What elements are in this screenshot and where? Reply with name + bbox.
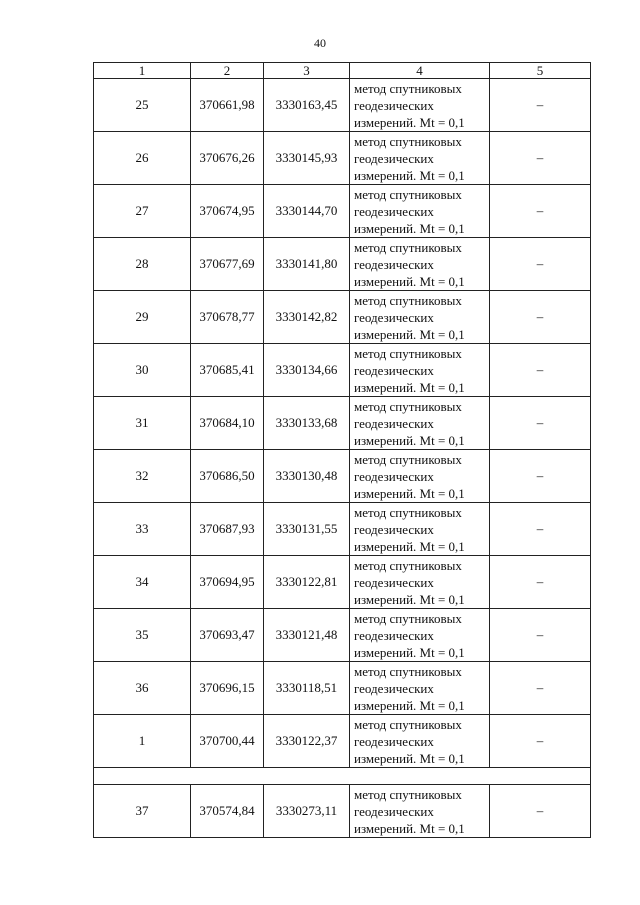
dash-mark: –	[536, 468, 544, 483]
method-text-line: геодезических	[354, 803, 434, 819]
method-text-line: метод спутниковых	[354, 239, 462, 255]
table-row	[94, 785, 591, 838]
point-number-cell: 34	[94, 556, 191, 609]
point-number-cell: 27	[94, 185, 191, 238]
method-text-line: метод спутниковых	[354, 451, 462, 467]
method-text-line: геодезических	[354, 627, 434, 643]
y-coordinate-cell: 3330122,37	[264, 715, 350, 768]
y-coordinate-cell: 3330144,70	[264, 185, 350, 238]
method-text-line: измерений. Mt = 0,1	[354, 697, 465, 713]
method-text-line: измерений. Mt = 0,1	[354, 591, 465, 607]
column-header: 4	[350, 63, 490, 79]
method-text-line: геодезических	[354, 680, 434, 696]
method-text-line: геодезических	[354, 203, 434, 219]
y-coordinate-cell: 3330133,68	[264, 397, 350, 450]
y-coordinate-cell: 3330122,81	[264, 556, 350, 609]
table-row	[94, 79, 591, 132]
point-number-cell: 28	[94, 238, 191, 291]
dash-mark: –	[536, 309, 544, 324]
note-cell	[490, 556, 591, 609]
y-coordinate-cell: 3330145,93	[264, 132, 350, 185]
x-coordinate-cell: 370700,44	[191, 715, 264, 768]
method-text-line: геодезических	[354, 150, 434, 166]
dash-mark: –	[536, 150, 544, 165]
dash-mark: –	[536, 680, 544, 695]
method-text-line: геодезических	[354, 574, 434, 590]
dash-mark: –	[536, 733, 544, 748]
method-text-line: измерений. Mt = 0,1	[354, 273, 465, 289]
method-cell	[350, 185, 490, 238]
note-cell	[490, 344, 591, 397]
dash-mark: –	[536, 362, 544, 377]
x-coordinate-cell: 370684,10	[191, 397, 264, 450]
coordinates-table	[93, 62, 591, 838]
column-header: 2	[191, 63, 264, 79]
note-cell	[490, 609, 591, 662]
note-cell	[490, 662, 591, 715]
table-row	[94, 609, 591, 662]
note-cell	[490, 785, 591, 838]
note-cell	[490, 132, 591, 185]
note-cell	[490, 715, 591, 768]
table-row	[94, 185, 591, 238]
point-number-cell: 35	[94, 609, 191, 662]
method-text-line: геодезических	[354, 733, 434, 749]
method-text-line: измерений. Mt = 0,1	[354, 167, 465, 183]
method-text-line: измерений. Mt = 0,1	[354, 750, 465, 766]
method-cell	[350, 397, 490, 450]
page-number: 40	[314, 36, 326, 50]
method-cell	[350, 503, 490, 556]
y-coordinate-cell: 3330131,55	[264, 503, 350, 556]
table-row	[94, 344, 591, 397]
x-coordinate-cell: 370661,98	[191, 79, 264, 132]
table-row	[94, 238, 591, 291]
method-text-line: метод спутниковых	[354, 292, 462, 308]
x-coordinate-cell: 370674,95	[191, 185, 264, 238]
y-coordinate-cell: 3330273,11	[264, 785, 350, 838]
dash-mark: –	[536, 415, 544, 430]
y-coordinate-cell: 3330121,48	[264, 609, 350, 662]
point-number-cell: 37	[94, 785, 191, 838]
dash-mark: –	[536, 97, 544, 112]
method-text-line: метод спутниковых	[354, 610, 462, 626]
table-row	[94, 662, 591, 715]
x-coordinate-cell: 370678,77	[191, 291, 264, 344]
note-cell	[490, 503, 591, 556]
method-text-line: метод спутниковых	[354, 663, 462, 679]
method-cell	[350, 291, 490, 344]
method-text-line: метод спутниковых	[354, 80, 462, 96]
method-text-line: метод спутниковых	[354, 398, 462, 414]
table-header-row	[94, 63, 591, 79]
table-row	[94, 450, 591, 503]
method-text-line: метод спутниковых	[354, 504, 462, 520]
table-row	[94, 715, 591, 768]
dash-mark: –	[536, 203, 544, 218]
note-cell	[490, 185, 591, 238]
point-number-cell: 31	[94, 397, 191, 450]
method-text-line: измерений. Mt = 0,1	[354, 114, 465, 130]
table-gap-row	[94, 768, 591, 785]
table-row	[94, 556, 591, 609]
table-row	[94, 503, 591, 556]
method-text-line: геодезических	[354, 362, 434, 378]
x-coordinate-cell: 370694,95	[191, 556, 264, 609]
table-row	[94, 291, 591, 344]
method-cell	[350, 662, 490, 715]
point-number-cell: 29	[94, 291, 191, 344]
method-cell	[350, 609, 490, 662]
note-cell	[490, 450, 591, 503]
y-coordinate-cell: 3330163,45	[264, 79, 350, 132]
method-text-line: измерений. Mt = 0,1	[354, 820, 465, 836]
dash-mark: –	[536, 574, 544, 589]
y-coordinate-cell: 3330118,51	[264, 662, 350, 715]
method-text-line: геодезических	[354, 468, 434, 484]
method-text-line: метод спутниковых	[354, 716, 462, 732]
method-text-line: метод спутниковых	[354, 786, 462, 802]
method-text-line: геодезических	[354, 309, 434, 325]
point-number-cell: 1	[94, 715, 191, 768]
dash-mark: –	[536, 256, 544, 271]
method-text-line: метод спутниковых	[354, 345, 462, 361]
point-number-cell: 30	[94, 344, 191, 397]
method-text-line: измерений. Mt = 0,1	[354, 538, 465, 554]
method-cell	[350, 132, 490, 185]
method-cell	[350, 785, 490, 838]
method-cell	[350, 450, 490, 503]
method-text-line: геодезических	[354, 97, 434, 113]
note-cell	[490, 79, 591, 132]
method-text-line: геодезических	[354, 521, 434, 537]
method-cell	[350, 344, 490, 397]
column-header: 1	[94, 63, 191, 79]
method-text-line: измерений. Mt = 0,1	[354, 220, 465, 236]
point-number-cell: 32	[94, 450, 191, 503]
note-cell	[490, 291, 591, 344]
column-header: 3	[264, 63, 350, 79]
table-row	[94, 132, 591, 185]
x-coordinate-cell: 370677,69	[191, 238, 264, 291]
column-header: 5	[490, 63, 591, 79]
x-coordinate-cell: 370685,41	[191, 344, 264, 397]
dash-mark: –	[536, 521, 544, 536]
method-text-line: измерений. Mt = 0,1	[354, 379, 465, 395]
method-text-line: геодезических	[354, 256, 434, 272]
dash-mark: –	[536, 627, 544, 642]
method-cell	[350, 556, 490, 609]
y-coordinate-cell: 3330130,48	[264, 450, 350, 503]
point-number-cell: 36	[94, 662, 191, 715]
method-text-line: метод спутниковых	[354, 133, 462, 149]
x-coordinate-cell: 370687,93	[191, 503, 264, 556]
method-text-line: измерений. Mt = 0,1	[354, 485, 465, 501]
y-coordinate-cell: 3330134,66	[264, 344, 350, 397]
x-coordinate-cell: 370676,26	[191, 132, 264, 185]
y-coordinate-cell: 3330141,80	[264, 238, 350, 291]
point-number-cell: 33	[94, 503, 191, 556]
point-number-cell: 25	[94, 79, 191, 132]
method-text-line: измерений. Mt = 0,1	[354, 326, 465, 342]
dash-mark: –	[536, 803, 544, 818]
method-text-line: измерений. Mt = 0,1	[354, 644, 465, 660]
note-cell	[490, 397, 591, 450]
method-cell	[350, 79, 490, 132]
point-number-cell: 26	[94, 132, 191, 185]
table-row	[94, 397, 591, 450]
x-coordinate-cell: 370686,50	[191, 450, 264, 503]
method-text-line: метод спутниковых	[354, 557, 462, 573]
x-coordinate-cell: 370696,15	[191, 662, 264, 715]
method-text-line: метод спутниковых	[354, 186, 462, 202]
method-cell	[350, 715, 490, 768]
y-coordinate-cell: 3330142,82	[264, 291, 350, 344]
method-text-line: измерений. Mt = 0,1	[354, 432, 465, 448]
method-text-line: геодезических	[354, 415, 434, 431]
x-coordinate-cell: 370574,84	[191, 785, 264, 838]
note-cell	[490, 238, 591, 291]
gap-cell	[94, 768, 591, 785]
method-cell	[350, 238, 490, 291]
x-coordinate-cell: 370693,47	[191, 609, 264, 662]
